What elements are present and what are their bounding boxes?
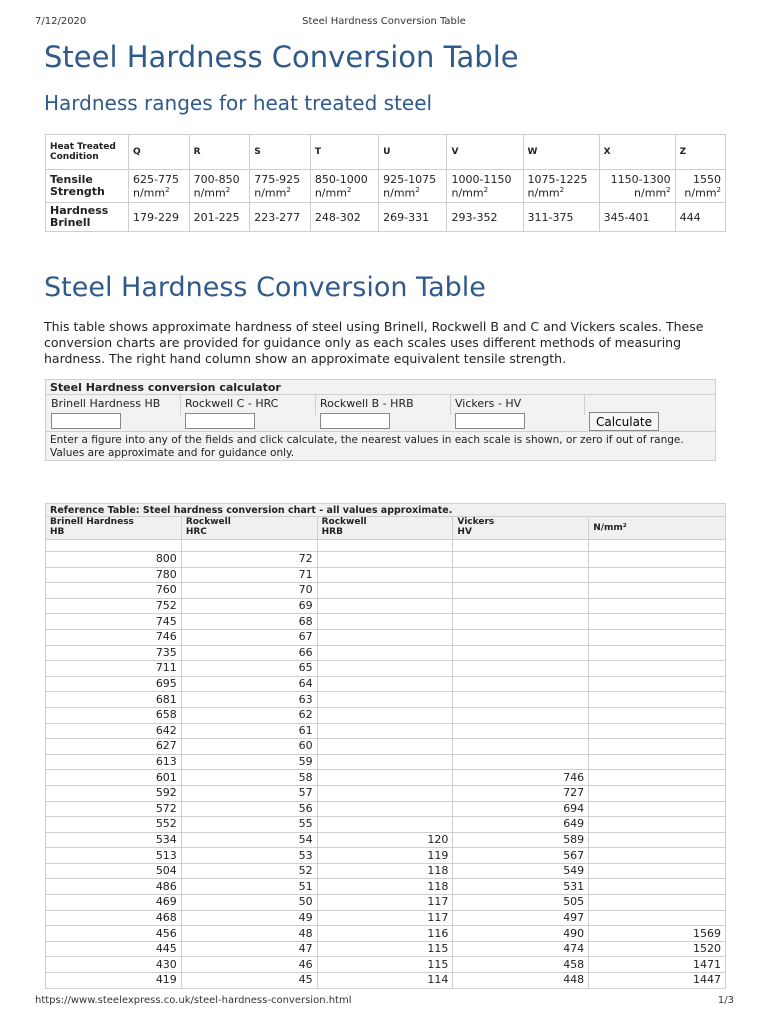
table-cell — [317, 707, 453, 723]
table-cell — [317, 785, 453, 801]
table-row — [46, 661, 726, 677]
tensile-strength-cell — [250, 170, 311, 203]
table-cell: 642 — [46, 723, 182, 739]
table-cell: 53 — [181, 848, 317, 864]
table-row — [46, 583, 726, 599]
page-title: Steel Hardness Conversion Table — [44, 40, 519, 74]
table-cell: 504 — [46, 863, 182, 879]
tensile-strength-cell — [189, 170, 250, 203]
table-cell: 46 — [181, 957, 317, 973]
table-cell: 627 — [46, 739, 182, 755]
table-cell: 63 — [181, 692, 317, 708]
table-cell: 780 — [46, 567, 182, 583]
condition-cell: W — [523, 135, 599, 170]
table-cell: 51 — [181, 879, 317, 895]
unit-superscript: 2 — [415, 185, 420, 194]
header-line: Rockwell — [321, 517, 367, 527]
rockwell-c-label: Rockwell C - HRC — [185, 397, 279, 410]
condition-cell: T — [310, 135, 378, 170]
table-cell: 65 — [181, 661, 317, 677]
table-cell: 549 — [453, 863, 589, 879]
table-cell: 118 — [317, 879, 453, 895]
table-cell: 115 — [317, 941, 453, 957]
tensile-value: 850-1000 — [314, 172, 368, 186]
tensile-strength-cell — [675, 170, 725, 203]
table-cell: 50 — [181, 895, 317, 911]
tensile-unit — [133, 186, 185, 200]
unit-superscript: 2 — [716, 185, 721, 194]
table-row — [46, 754, 726, 770]
brinell-range-cell: 179-229 — [129, 203, 190, 232]
table-cell — [317, 552, 453, 568]
divider — [584, 395, 585, 415]
table-cell — [453, 692, 589, 708]
brinell-label: Brinell Hardness HB — [51, 397, 161, 410]
table-row — [46, 848, 726, 864]
table-cell — [317, 629, 453, 645]
unit-superscript: 2 — [286, 185, 291, 194]
brinell-range-cell: 345-401 — [599, 203, 675, 232]
tensile-strength-cell — [599, 170, 675, 203]
table-cell — [453, 723, 589, 739]
table-cell: 681 — [46, 692, 182, 708]
table-cell: 62 — [181, 707, 317, 723]
table-cell — [589, 910, 726, 926]
reference-header-cell — [46, 517, 182, 540]
table-cell: 57 — [181, 785, 317, 801]
table-cell — [589, 863, 726, 879]
tensile-strength-cell — [310, 170, 378, 203]
table-cell — [589, 723, 726, 739]
rockwell-c-input[interactable] — [185, 413, 255, 429]
heat-treated-condition-label: Heat Treated Condition — [46, 135, 129, 170]
table-cell: 649 — [453, 817, 589, 833]
table-row — [46, 739, 726, 755]
table-cell — [453, 629, 589, 645]
table-cell: 68 — [181, 614, 317, 630]
table-cell: 48 — [181, 926, 317, 942]
calculator-help-text: Enter a figure into any of the fields and click calculate, the nearest values in each scale is shown, or zero if out of range. Values are approximate and for guidance only. — [50, 434, 684, 459]
table-cell: 474 — [453, 941, 589, 957]
calculate-button[interactable]: Calculate — [589, 412, 659, 431]
table-cell: 735 — [46, 645, 182, 661]
ranges-subtitle: Hardness ranges for heat treated steel — [44, 91, 433, 115]
page-url: https://www.steelexpress.co.uk/steel-hardness-conversion.html — [35, 995, 352, 1006]
divider — [315, 395, 316, 415]
table-cell — [317, 540, 453, 552]
table-cell: 752 — [46, 598, 182, 614]
table-cell — [589, 785, 726, 801]
table-row — [46, 895, 726, 911]
unit-text: n/mm — [451, 186, 484, 200]
table-cell — [589, 739, 726, 755]
table-cell: 66 — [181, 645, 317, 661]
table-cell: 45 — [181, 973, 317, 989]
table-cell — [589, 629, 726, 645]
table-cell: 486 — [46, 879, 182, 895]
table-row — [46, 879, 726, 895]
brinell-range-cell: 311-375 — [523, 203, 599, 232]
divider — [180, 395, 181, 415]
table-cell — [589, 895, 726, 911]
table-cell: 1471 — [589, 957, 726, 973]
condition-cell: Z — [675, 135, 725, 170]
table-cell: 1520 — [589, 941, 726, 957]
header-line: Rockwell — [185, 517, 231, 527]
blank-row — [46, 540, 726, 552]
table-cell: 745 — [46, 614, 182, 630]
header-line: N/mm² — [593, 523, 627, 533]
vickers-label: Vickers - HV — [455, 397, 522, 410]
print-date: 7/12/2020 — [35, 16, 87, 27]
tensile-value: 1075-1225 — [527, 172, 588, 186]
table-cell — [317, 583, 453, 599]
table-cell: 114 — [317, 973, 453, 989]
table-cell: 552 — [46, 817, 182, 833]
condition-cell: S — [250, 135, 311, 170]
table-cell — [453, 583, 589, 599]
table-cell: 47 — [181, 941, 317, 957]
tensile-value: 1550 — [693, 172, 721, 186]
table-cell: 71 — [181, 567, 317, 583]
table-cell — [589, 661, 726, 677]
table-row — [46, 910, 726, 926]
table-cell — [317, 739, 453, 755]
table-cell: 116 — [317, 926, 453, 942]
table-cell — [453, 645, 589, 661]
table-cell — [317, 661, 453, 677]
table-cell: 430 — [46, 957, 182, 973]
tensile-value: 1150-1300 — [610, 172, 671, 186]
table-cell — [317, 692, 453, 708]
section-title: Steel Hardness Conversion Table — [44, 272, 486, 303]
hardness-brinell-row — [46, 203, 726, 232]
table-cell: 727 — [453, 785, 589, 801]
condition-cell: R — [189, 135, 250, 170]
tensile-unit — [254, 186, 306, 200]
header-line: HRB — [321, 527, 343, 537]
table-cell: 694 — [453, 801, 589, 817]
unit-text: n/mm — [314, 186, 347, 200]
unit-text: n/mm — [133, 186, 166, 200]
tensile-strength-cell — [523, 170, 599, 203]
table-cell — [589, 707, 726, 723]
table-row — [46, 723, 726, 739]
header-line: HRC — [185, 527, 207, 537]
table-cell: 658 — [46, 707, 182, 723]
table-cell — [181, 540, 317, 552]
table-cell: 56 — [181, 801, 317, 817]
table-row — [46, 863, 726, 879]
table-cell: 760 — [46, 583, 182, 599]
table-cell — [589, 598, 726, 614]
table-row — [46, 926, 726, 942]
reference-header-cell — [317, 517, 453, 540]
table-row — [46, 957, 726, 973]
unit-superscript: 2 — [225, 185, 231, 194]
table-cell — [453, 567, 589, 583]
unit-text: n/mm — [684, 186, 717, 200]
brinell-input[interactable] — [51, 413, 121, 429]
table-row — [46, 692, 726, 708]
reference-header-row — [46, 517, 726, 540]
table-row — [46, 785, 726, 801]
tensile-strength-row — [46, 170, 726, 203]
tensile-unit — [680, 186, 721, 200]
table-cell: 61 — [181, 723, 317, 739]
tensile-strength-cell — [447, 170, 523, 203]
table-cell — [589, 832, 726, 848]
unit-text: n/mm — [254, 186, 287, 200]
table-cell: 70 — [181, 583, 317, 599]
table-cell — [317, 645, 453, 661]
reference-header-cell — [181, 517, 317, 540]
table-cell — [317, 723, 453, 739]
table-cell: 117 — [317, 910, 453, 926]
header-line: HV — [457, 527, 472, 537]
unit-superscript: 2 — [559, 185, 565, 194]
table-cell: 458 — [453, 957, 589, 973]
unit-text: n/mm — [527, 186, 560, 200]
table-cell — [453, 739, 589, 755]
table-cell: 52 — [181, 863, 317, 879]
table-cell: 445 — [46, 941, 182, 957]
tensile-unit — [451, 186, 518, 200]
table-cell: 60 — [181, 739, 317, 755]
table-cell: 118 — [317, 863, 453, 879]
table-cell: 531 — [453, 879, 589, 895]
condition-cell: Q — [129, 135, 190, 170]
table-row — [46, 645, 726, 661]
table-row — [46, 567, 726, 583]
tensile-strength-cell — [129, 170, 190, 203]
table-cell: 456 — [46, 926, 182, 942]
table-cell — [589, 583, 726, 599]
table-cell — [453, 661, 589, 677]
calculator-title: Steel Hardness conversion calculator — [50, 381, 281, 394]
table-cell — [317, 614, 453, 630]
vickers-input[interactable] — [455, 413, 525, 429]
unit-superscript: 2 — [666, 185, 671, 194]
reference-caption: Reference Table: Steel hardness conversion chart - all values approximate. — [46, 504, 726, 517]
table-cell: 64 — [181, 676, 317, 692]
table-cell — [453, 540, 589, 552]
table-row — [46, 707, 726, 723]
table-cell: 513 — [46, 848, 182, 864]
table-cell: 601 — [46, 770, 182, 786]
table-cell: 58 — [181, 770, 317, 786]
table-cell — [589, 692, 726, 708]
tensile-value: 1000-1150 — [451, 172, 512, 186]
condition-cell: X — [599, 135, 675, 170]
table-cell — [589, 879, 726, 895]
tensile-unit — [194, 186, 246, 200]
table-cell: 711 — [46, 661, 182, 677]
hardness-brinell-label: Hardness Brinell — [46, 203, 129, 232]
intro-text: This table shows approximate hardness of steel using Brinell, Rockwell B and C and Vickers scales. These conversion charts are provided for guidance only as each scales uses different methods of measuring hardness. The right hand column show an approximate equivalent tensile strength. — [44, 319, 704, 366]
table-cell: 534 — [46, 832, 182, 848]
table-cell: 119 — [317, 848, 453, 864]
unit-text: n/mm — [193, 186, 226, 200]
table-cell — [589, 801, 726, 817]
table-row — [46, 832, 726, 848]
table-cell — [317, 567, 453, 583]
brinell-range-cell: 269-331 — [379, 203, 447, 232]
table-cell — [317, 801, 453, 817]
hardness-ranges-table — [45, 134, 726, 232]
unit-text: n/mm — [383, 186, 416, 200]
tensile-unit — [604, 186, 671, 200]
unit-text: n/mm — [634, 186, 667, 200]
header-line: Vickers — [457, 517, 495, 527]
table-cell: 69 — [181, 598, 317, 614]
table-cell: 567 — [453, 848, 589, 864]
table-cell — [453, 598, 589, 614]
brinell-range-cell: 223-277 — [250, 203, 311, 232]
table-cell: 592 — [46, 785, 182, 801]
rockwell-b-label: Rockwell B - HRB — [320, 397, 414, 410]
table-row — [46, 801, 726, 817]
table-cell: 490 — [453, 926, 589, 942]
condition-cell: V — [447, 135, 523, 170]
table-cell — [589, 614, 726, 630]
tensile-value: 625-775 — [133, 172, 179, 186]
table-cell — [317, 598, 453, 614]
table-cell — [46, 540, 182, 552]
reference-header-cell — [589, 517, 726, 540]
reference-table — [45, 503, 726, 989]
page-number: 1/3 — [717, 995, 734, 1006]
reference-caption-row — [46, 504, 726, 517]
table-cell: 1447 — [589, 973, 726, 989]
table-cell: 72 — [181, 552, 317, 568]
table-cell: 746 — [453, 770, 589, 786]
rockwell-b-input[interactable] — [320, 413, 390, 429]
brinell-range-cell: 201-225 — [189, 203, 250, 232]
reference-header-cell — [453, 517, 589, 540]
unit-superscript: 2 — [483, 185, 489, 194]
brinell-range-cell: 293-352 — [447, 203, 523, 232]
table-cell — [589, 645, 726, 661]
table-cell — [589, 848, 726, 864]
table-row — [46, 552, 726, 568]
table-cell — [589, 754, 726, 770]
table-row — [46, 598, 726, 614]
unit-superscript: 2 — [346, 185, 352, 194]
table-row — [46, 973, 726, 989]
brinell-range-cell: 248-302 — [310, 203, 378, 232]
ranges-header-row — [46, 135, 726, 170]
conversion-calculator — [45, 379, 716, 461]
print-page-title: Steel Hardness Conversion Table — [302, 16, 466, 27]
tensile-value: 775-925 — [254, 172, 301, 186]
tensile-unit — [315, 186, 374, 200]
tensile-unit — [383, 186, 442, 200]
table-cell: 49 — [181, 910, 317, 926]
table-row — [46, 629, 726, 645]
header-line: Brinell Hardness — [50, 517, 134, 527]
divider — [46, 394, 715, 395]
table-cell: 613 — [46, 754, 182, 770]
table-cell — [589, 567, 726, 583]
table-cell — [589, 817, 726, 833]
table-cell — [317, 754, 453, 770]
table-cell: 419 — [46, 973, 182, 989]
tensile-strength-cell — [379, 170, 447, 203]
table-cell: 469 — [46, 895, 182, 911]
table-cell — [317, 676, 453, 692]
table-cell — [317, 817, 453, 833]
table-row — [46, 941, 726, 957]
table-cell: 1569 — [589, 926, 726, 942]
tensile-value: 700-850 — [193, 172, 240, 186]
table-cell: 59 — [181, 754, 317, 770]
table-cell — [453, 614, 589, 630]
table-cell — [317, 770, 453, 786]
table-cell: 55 — [181, 817, 317, 833]
table-cell — [589, 552, 726, 568]
table-cell — [589, 676, 726, 692]
table-cell: 589 — [453, 832, 589, 848]
table-cell: 497 — [453, 910, 589, 926]
tensile-unit — [528, 186, 595, 200]
table-cell: 448 — [453, 973, 589, 989]
table-cell: 572 — [46, 801, 182, 817]
table-row — [46, 770, 726, 786]
table-cell: 120 — [317, 832, 453, 848]
table-cell: 54 — [181, 832, 317, 848]
table-cell: 800 — [46, 552, 182, 568]
table-cell — [453, 754, 589, 770]
unit-superscript: 2 — [165, 185, 170, 194]
table-row — [46, 817, 726, 833]
table-cell: 468 — [46, 910, 182, 926]
table-cell: 67 — [181, 629, 317, 645]
table-cell — [453, 707, 589, 723]
table-cell: 117 — [317, 895, 453, 911]
table-row — [46, 614, 726, 630]
table-row — [46, 676, 726, 692]
tensile-strength-label: Tensile Strength — [46, 170, 129, 203]
tensile-value: 925-1075 — [383, 172, 437, 186]
table-cell: 695 — [46, 676, 182, 692]
table-cell — [453, 676, 589, 692]
header-line: HB — [50, 527, 65, 537]
table-cell — [589, 770, 726, 786]
table-cell: 115 — [317, 957, 453, 973]
table-cell — [453, 552, 589, 568]
brinell-range-cell: 444 — [675, 203, 725, 232]
table-cell — [589, 540, 726, 552]
condition-cell: U — [379, 135, 447, 170]
divider — [46, 431, 715, 432]
divider — [450, 395, 451, 415]
table-cell: 746 — [46, 629, 182, 645]
table-cell: 505 — [453, 895, 589, 911]
